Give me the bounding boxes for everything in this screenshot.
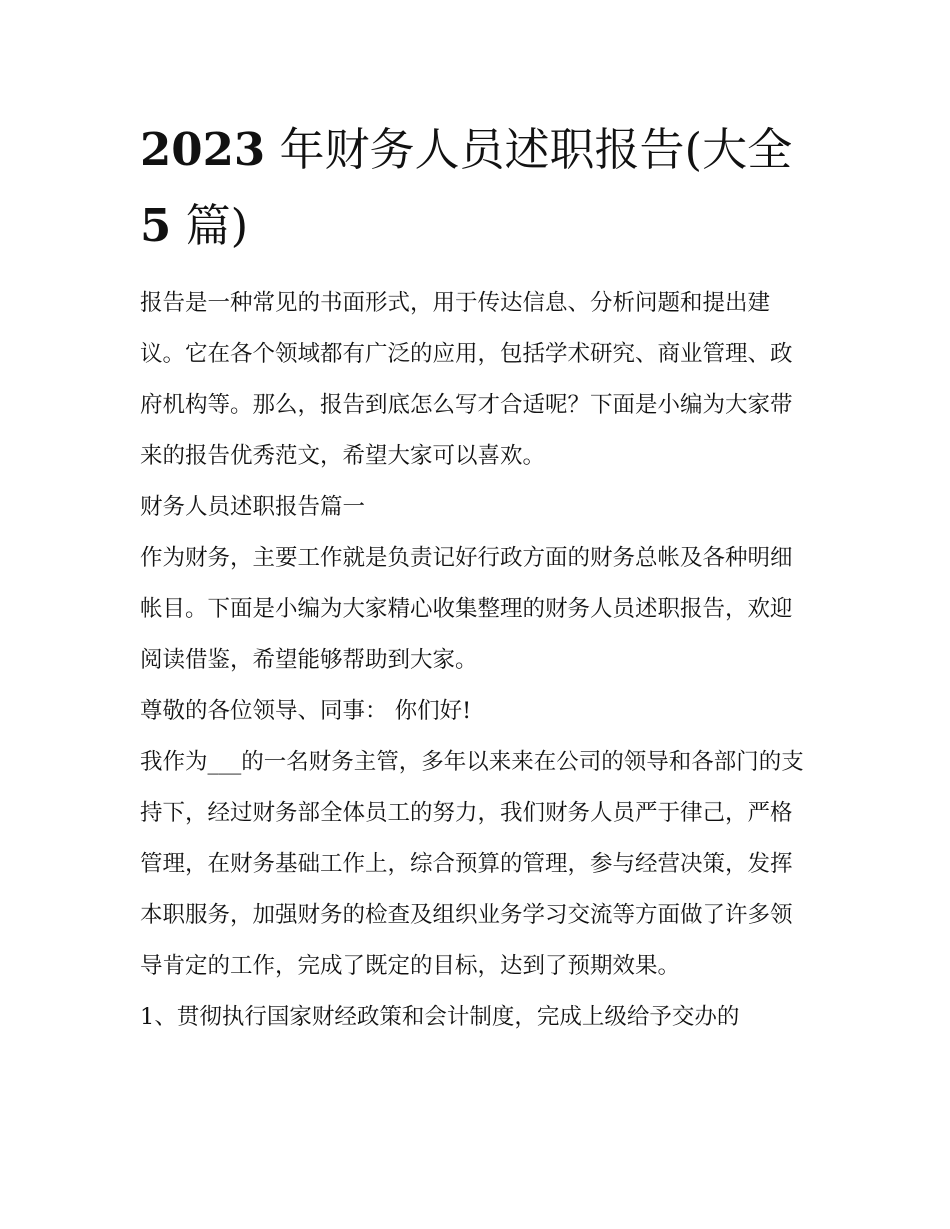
list-item: 1、贯彻执行国家财经政策和会计制度，完成上级给予交办的: [140, 1004, 740, 1030]
title-year: 2023: [140, 123, 266, 176]
section-heading: 财务人员述职报告篇一: [140, 494, 366, 520]
body-paragraph: 作为财务，主要工作就是负责记好行政方面的财务总帐及各种明细帐目。下面是小编为大家精心收集整理的财务人员述职报告，欢迎阅读借鉴，希望能够帮助到大家。: [140, 545, 793, 673]
intro-paragraph: 报告是一种常见的书面形式，用于传达信息、分析问题和提出建议。它在各个领域都有广泛的应用，包括学术研究、商业管理、政府机构等。那么，报告到底怎么写才合适呢？下面是小编为大家带来的报告优秀范文，希望大家可以喜欢。: [140, 290, 793, 469]
document-title: [140, 112, 812, 264]
document-page: [140, 112, 812, 1043]
salutation-paragraph: 尊敬的各位领导、同事： 你们好!: [140, 698, 472, 724]
document-body: [140, 278, 812, 1043]
title-main: 年财务人员述职报告(大全: [265, 123, 793, 176]
body-paragraph: 我作为___的一名财务主管，多年以来来在公司的领导和各部门的支持下，经过财务部全体员工的努力，我们财务人员严于律己，严格管理，在财务基础工作上，综合预算的管理，参与经营决策，发挥本职服务，加强财务的检查及组织业务学习交流等方面做了许多领导肯定的工作，完成了既定的目标，达到了预期效果。: [140, 749, 804, 979]
title-count: 5: [140, 199, 172, 252]
title-suffix: 篇): [171, 199, 249, 252]
